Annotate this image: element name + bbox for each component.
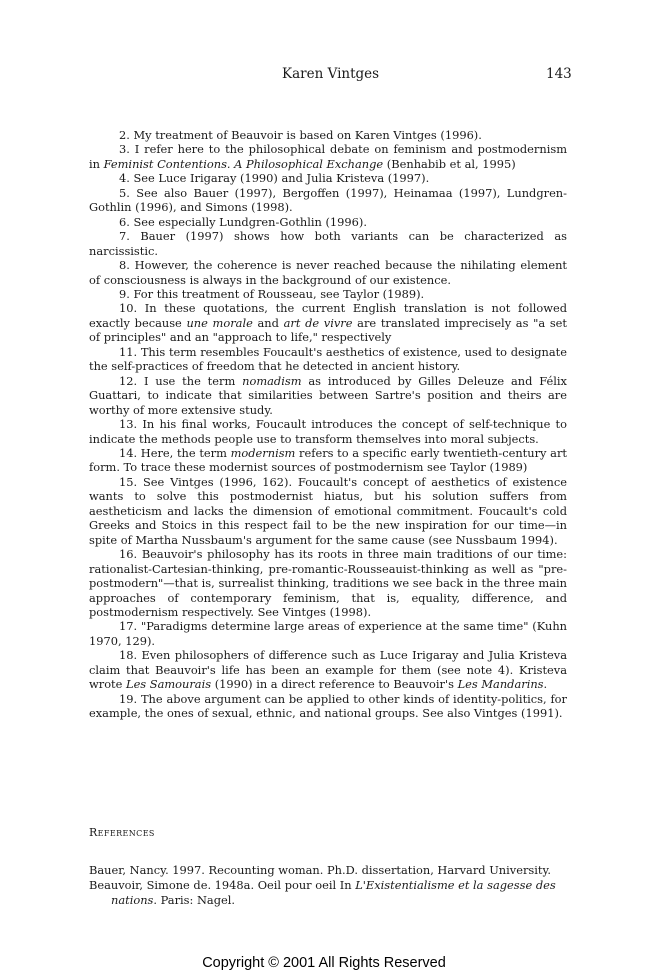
endnote [89, 446, 567, 475]
endnote-text: art de vivre [283, 315, 353, 330]
endnote [89, 619, 567, 648]
endnote-text: as introduced by Gilles Deleuze and Félix Guattari, to indicate that similarities between Sartre's position and theirs are worthy of more extensive study. [89, 373, 567, 417]
endnote-text: 18. Even philosophers of difference such as Luce Irigaray and Julia Kristeva claim that Beauvoir's life has been an example for them (see note 4). Kristeva wrote [89, 648, 567, 692]
endnote [89, 301, 567, 344]
endnote-text: and [252, 315, 284, 330]
endnote-text: 9. For this treatment of Rousseau, see Taylor (1989). [119, 286, 425, 301]
endnote [89, 345, 567, 374]
endnote [89, 287, 567, 301]
endnote-text: 8. However, the coherence is never reached because the nihilating element of consciousness is always in the background of our existence. [89, 258, 567, 287]
endnote-text: 5. See also Bauer (1997), Bergoffen (1997), Heinamaa (1997), Lundgren-Gothlin (1996), and Simons (1998). [89, 185, 567, 215]
endnote-text: (1990) in a direct reference to Beauvoir's [211, 677, 458, 692]
copyright-footer: Copyright © 2001 All Rights Reserved [202, 955, 446, 971]
endnote-text: 11. This term resembles Foucault's aesthetics of existence, used to designate the self-practices of freedom that he detected in ancient history. [89, 344, 567, 374]
endnote-text: 14. Here, the term [119, 445, 231, 460]
endnote [89, 128, 567, 142]
endnote [89, 142, 567, 171]
endnote [89, 215, 567, 229]
endnote-text: 6. See especially Lundgren-Gothlin (1996). [119, 214, 367, 229]
reference-entry-text: L'Existentialisme et la sagesse des nations [111, 878, 556, 907]
endnote [89, 547, 567, 619]
endnote-text: Les Samourais [126, 677, 212, 692]
endnote [89, 417, 567, 446]
endnote-text: (Benhabib et al, 1995) [383, 156, 516, 171]
endnote [89, 475, 567, 547]
endnote-text: . [543, 677, 548, 692]
reference-entry-text: Bauer, Nancy. 1997. Recounting woman. Ph.D. dissertation, Harvard University. [89, 863, 551, 877]
reference-entry-text: . Paris: Nagel. [153, 893, 236, 907]
endnote-text: 4. See Luce Irigaray (1990) and Julia Kristeva (1997). [119, 171, 430, 186]
running-head-author: Karen Vintges [282, 66, 380, 82]
endnote-text: 12. I use the term [119, 373, 243, 388]
endnote-text: 2. My treatment of Beauvoir is based on Karen Vintges (1996). [119, 128, 482, 142]
endnote-text: modernism [230, 445, 296, 460]
endnote-text: nomadism [242, 373, 302, 388]
endnote-text: 10. In these quotations, the current English translation is not followed exactly because [89, 301, 567, 330]
endnote-text: are translated imprecisely as "a set of principles" and an "approach to life," respectively [89, 315, 567, 345]
references-list [89, 863, 567, 908]
endnotes [89, 128, 567, 721]
endnote-text: 3. I refer here to the philosophical debate on feminism and postmodernism in [89, 142, 567, 171]
reference-entry [89, 878, 567, 908]
endnote-text: Feminist Contentions. A Philosophical Exchange [103, 156, 384, 171]
page-number: 143 [546, 66, 572, 82]
endnote [89, 171, 567, 185]
endnote-text: 7. Bauer (1997) shows how both variants can be characterized as narcissistic. [89, 229, 567, 258]
endnote-text: 17. "Paradigms determine large areas of experience at the same time" (Kuhn 1970, 129). [89, 619, 567, 648]
endnote [89, 692, 567, 721]
reference-entry-text: Beauvoir, Simone de. 1948a. Oeil pour oeil In [89, 878, 356, 892]
endnote-text: 15. See Vintges (1996, 162). Foucault's concept of aesthetics of existence wants to solve this postmodernist hiatus, but his solution suffers from aestheticism and lacks the dimension of emotional commitment. Foucault's cold Greeks and Stoics in this respect fail to be the new inspiration for our time—in spite of Martha Nussbaum's argument for the same cause (see Nussbaum 1994). [89, 474, 567, 547]
references-heading: References [89, 826, 155, 839]
endnote [89, 229, 567, 258]
endnote [89, 648, 567, 691]
endnote [89, 258, 567, 287]
endnote-text: Les Mandarins [457, 677, 544, 692]
endnote-text: 19. The above argument can be applied to other kinds of identity-politics, for example, the ones of sexual, ethnic, and national groups. See also Vintges (1991). [89, 691, 567, 721]
endnote-text: refers to a specific early twentieth-century art form. To trace these modernist sources of postmodernism see Taylor (1989) [89, 445, 567, 475]
endnote-text: une morale [186, 315, 253, 330]
reference-entry [89, 863, 567, 878]
endnote [89, 374, 567, 417]
endnote-text: 13. In his final works, Foucault introduces the concept of self-technique to indicate the methods people use to transform themselves into moral subjects. [89, 417, 567, 446]
endnote-text: 16. Beauvoir's philosophy has its roots in three main traditions of our time: rationalist-Cartesian-thinking, pre-romantic-Rousseauist-thinking as well as "pre-postmodern"—that is, surrealist thinking, traditions we see back in the three main approaches of contemporary feminism, that is, equality, difference, and postmodernism respectively. See Vintges (1998). [89, 547, 567, 619]
endnote [89, 186, 567, 215]
